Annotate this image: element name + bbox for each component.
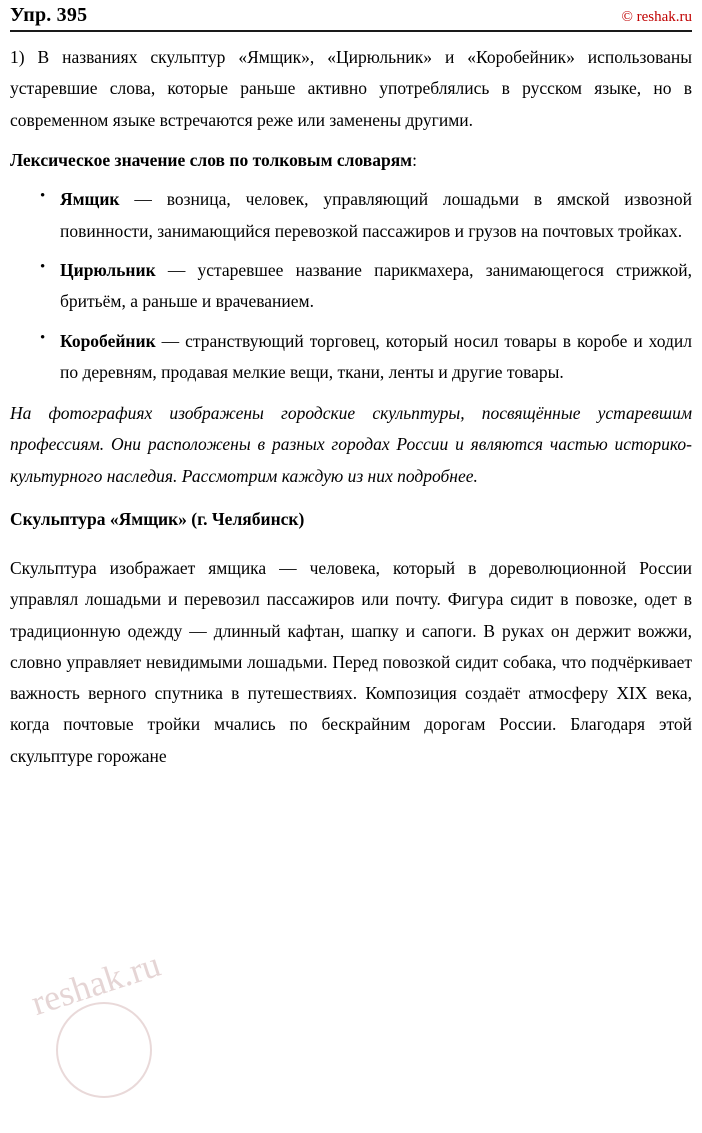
definition-text: — странствующий торговец, который носил товары в коробе и ходил по деревням, продавая мелкие вещи, ткани, ленты и другие товары. [60, 330, 692, 382]
list-item [10, 255, 692, 318]
section-body-paragraph: Скульптура изображает ямщика — человека, который в дореволюционной России управлял лошадьми и перевозил пассажиров или почту. Фигура сидит в повозке, одет в традиционную одежду — длинный кафтан, шапку и сапоги. В руках он держит вожжи, словно управляет невидимыми лошадьми. Перед повозкой сидит собака, что подчёркивает важность верного спутника в путешествиях. Композиция создаёт атмосферу XIX века, когда почтовые тройки мчались по бескрайним дорогам России. Благодаря этой скульптуре горожане [10, 557, 692, 766]
list-item [10, 326, 692, 389]
exercise-number: Упр. 395 [10, 4, 88, 26]
list-item [10, 184, 692, 247]
definition-term: Ямщик [60, 189, 120, 210]
document-content [10, 32, 692, 772]
definition-term: Коробейник [60, 330, 156, 351]
lexical-meaning-heading [10, 145, 692, 176]
definitions-list [10, 184, 692, 388]
lexical-meaning-heading-text: Лексическое значение слов по толковым словарям [10, 149, 413, 170]
definition-text: — устаревшее название парикмахера, занимающегося стрижкой, бритьём, а раньше и врачеванием. [60, 259, 692, 312]
lexical-meaning-heading-colon: : [412, 149, 417, 170]
watermark-text: reshak.ru [26, 943, 166, 1023]
definition-term: Цирюльник [60, 259, 156, 280]
watermark-circle [56, 1002, 152, 1098]
page-header [10, 0, 692, 32]
site-brand: © reshak.ru [621, 9, 692, 25]
definition-text: — возница, человек, управляющий лошадьми в ямской извозной повинности, занимающийся перевозкой пассажиров и грузов на почтовых тройках. [60, 189, 692, 241]
intro-paragraph: 1) В названиях скульптур «Ямщик», «Цирюльник» и «Коробейник» использованы устаревшие слова, которые раньше активно употреблялись в русском языке, но в современном языке встречаются реже или заменены другими. [10, 47, 692, 130]
watermark [20, 943, 280, 1110]
section-title: Скульптура «Ямщик» (г. Челябинск) [10, 509, 305, 530]
italic-paragraph: На фотографиях изображены городские скульптуры, посвящённые устаревшим профессиям. Они расположены в разных городах России и являются частью историко-культурного наследия. Рассмотрим каждую из них подробнее. [10, 403, 692, 486]
